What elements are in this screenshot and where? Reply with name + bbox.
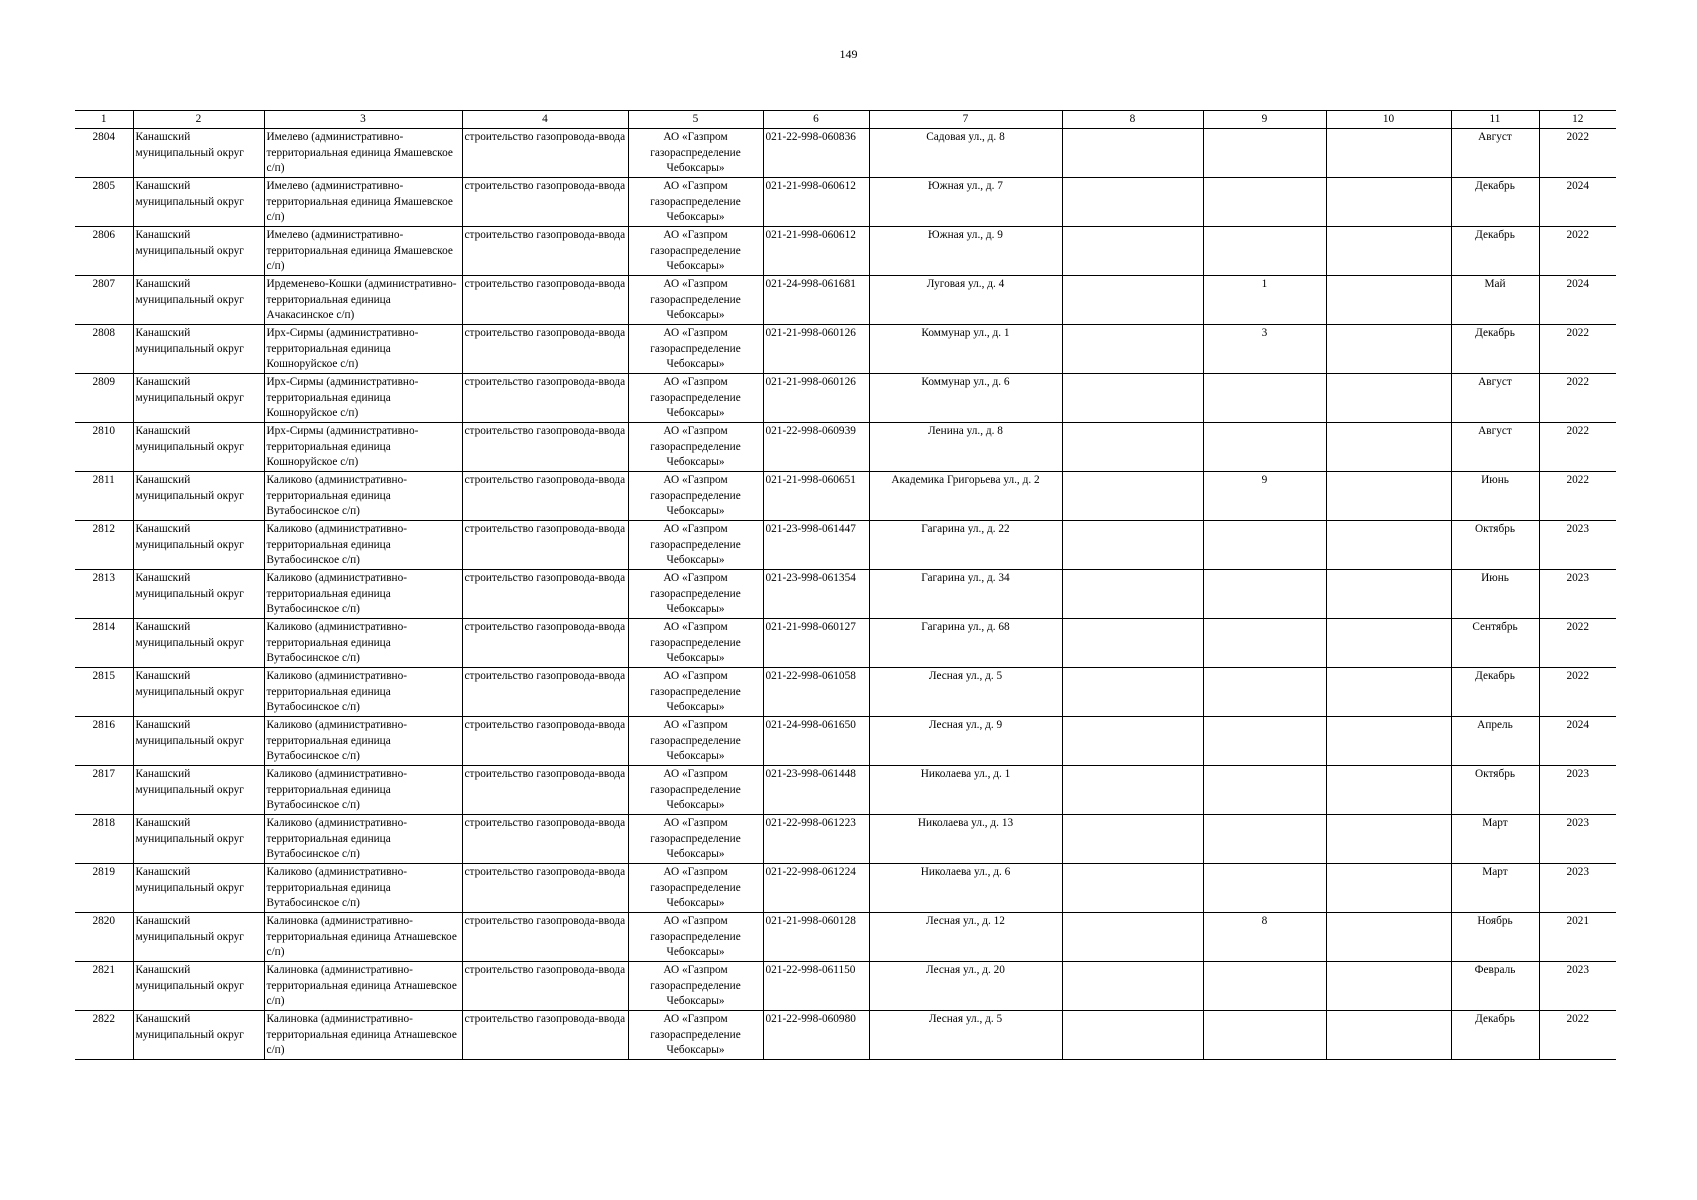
- row-number: 2808: [75, 325, 133, 374]
- object-code-cell: 021-23-998-061447: [763, 521, 869, 570]
- month-cell: Февраль: [1451, 962, 1539, 1011]
- table-row: [75, 717, 1616, 766]
- column-9-cell: [1203, 815, 1326, 864]
- locality-cell: Ирдеменево-Кошки (административно-территориальная единица Ачакасинское с/п): [264, 276, 462, 325]
- address-cell: Южная ул., д. 9: [869, 227, 1062, 276]
- month-cell: Сентябрь: [1451, 619, 1539, 668]
- work-type-cell: строительство газопровода-ввода: [462, 374, 628, 423]
- object-code-cell: 021-23-998-061448: [763, 766, 869, 815]
- month-cell: Июнь: [1451, 570, 1539, 619]
- column-10-cell: [1326, 913, 1451, 962]
- page-number: 149: [839, 47, 858, 61]
- table-row: [75, 766, 1616, 815]
- district-cell: Канашский муниципальный округ: [133, 668, 264, 717]
- table-row: [75, 864, 1616, 913]
- owner-cell: АО «Газпром газораспределение Чебоксары»: [628, 521, 763, 570]
- work-type-cell: строительство газопровода-ввода: [462, 766, 628, 815]
- object-code-cell: 021-22-998-061150: [763, 962, 869, 1011]
- owner-cell: АО «Газпром газораспределение Чебоксары»: [628, 129, 763, 178]
- column-8-cell: [1062, 619, 1203, 668]
- work-type-cell: строительство газопровода-ввода: [462, 913, 628, 962]
- column-9-cell: [1203, 570, 1326, 619]
- column-8-cell: [1062, 423, 1203, 472]
- column-9-cell: [1203, 129, 1326, 178]
- row-number: 2816: [75, 717, 133, 766]
- column-header-2: 2: [133, 111, 264, 129]
- year-cell: 2023: [1539, 570, 1616, 619]
- work-type-cell: строительство газопровода-ввода: [462, 227, 628, 276]
- month-cell: Март: [1451, 815, 1539, 864]
- district-cell: Канашский муниципальный округ: [133, 423, 264, 472]
- object-code-cell: 021-22-998-060980: [763, 1011, 869, 1060]
- row-number: 2811: [75, 472, 133, 521]
- column-8-cell: [1062, 668, 1203, 717]
- address-cell: Лесная ул., д. 20: [869, 962, 1062, 1011]
- address-cell: Южная ул., д. 7: [869, 178, 1062, 227]
- table-row: [75, 276, 1616, 325]
- district-cell: Канашский муниципальный округ: [133, 374, 264, 423]
- table-row: [75, 129, 1616, 178]
- row-number: 2804: [75, 129, 133, 178]
- column-8-cell: [1062, 178, 1203, 227]
- locality-cell: Калиновка (административно-территориальная единица Атнашевское с/п): [264, 1011, 462, 1060]
- object-code-cell: 021-22-998-060836: [763, 129, 869, 178]
- month-cell: Октябрь: [1451, 766, 1539, 815]
- column-10-cell: [1326, 374, 1451, 423]
- work-type-cell: строительство газопровода-ввода: [462, 619, 628, 668]
- district-cell: Канашский муниципальный округ: [133, 717, 264, 766]
- locality-cell: Каликово (административно-территориальная единица Вутабосинское с/п): [264, 570, 462, 619]
- column-9-cell: [1203, 962, 1326, 1011]
- column-header-4: 4: [462, 111, 628, 129]
- month-cell: Декабрь: [1451, 178, 1539, 227]
- column-10-cell: [1326, 766, 1451, 815]
- column-8-cell: [1062, 913, 1203, 962]
- table-row: [75, 472, 1616, 521]
- locality-cell: Имелево (административно-территориальная единица Ямашевское с/п): [264, 227, 462, 276]
- district-cell: Канашский муниципальный округ: [133, 276, 264, 325]
- column-header-9: 9: [1203, 111, 1326, 129]
- address-cell: Николаева ул., д. 6: [869, 864, 1062, 913]
- table-row: [75, 619, 1616, 668]
- locality-cell: Каликово (административно-территориальная единица Вутабосинское с/п): [264, 864, 462, 913]
- column-9-cell: [1203, 423, 1326, 472]
- owner-cell: АО «Газпром газораспределение Чебоксары»: [628, 423, 763, 472]
- owner-cell: АО «Газпром газораспределение Чебоксары»: [628, 178, 763, 227]
- owner-cell: АО «Газпром газораспределение Чебоксары»: [628, 276, 763, 325]
- owner-cell: АО «Газпром газораспределение Чебоксары»: [628, 1011, 763, 1060]
- owner-cell: АО «Газпром газораспределение Чебоксары»: [628, 227, 763, 276]
- row-number: 2812: [75, 521, 133, 570]
- column-8-cell: [1062, 766, 1203, 815]
- district-cell: Канашский муниципальный округ: [133, 570, 264, 619]
- address-cell: Гагарина ул., д. 68: [869, 619, 1062, 668]
- district-cell: Канашский муниципальный округ: [133, 521, 264, 570]
- work-type-cell: строительство газопровода-ввода: [462, 1011, 628, 1060]
- column-10-cell: [1326, 178, 1451, 227]
- work-type-cell: строительство газопровода-ввода: [462, 325, 628, 374]
- column-10-cell: [1326, 815, 1451, 864]
- column-8-cell: [1062, 276, 1203, 325]
- column-9-cell: [1203, 1011, 1326, 1060]
- column-9-cell: [1203, 619, 1326, 668]
- month-cell: Октябрь: [1451, 521, 1539, 570]
- object-code-cell: 021-23-998-061354: [763, 570, 869, 619]
- district-cell: Канашский муниципальный округ: [133, 129, 264, 178]
- year-cell: 2022: [1539, 472, 1616, 521]
- column-header-1: 1: [75, 111, 133, 129]
- row-number: 2821: [75, 962, 133, 1011]
- owner-cell: АО «Газпром газораспределение Чебоксары»: [628, 962, 763, 1011]
- year-cell: 2021: [1539, 913, 1616, 962]
- object-code-cell: 021-21-998-060651: [763, 472, 869, 521]
- object-code-cell: 021-22-998-061058: [763, 668, 869, 717]
- year-cell: 2024: [1539, 178, 1616, 227]
- year-cell: 2022: [1539, 668, 1616, 717]
- year-cell: 2022: [1539, 325, 1616, 374]
- column-10-cell: [1326, 423, 1451, 472]
- column-8-cell: [1062, 864, 1203, 913]
- column-8-cell: [1062, 521, 1203, 570]
- object-code-cell: 021-24-998-061650: [763, 717, 869, 766]
- work-type-cell: строительство газопровода-ввода: [462, 717, 628, 766]
- object-code-cell: 021-21-998-060612: [763, 178, 869, 227]
- registry-table: [75, 110, 1616, 1060]
- column-9-cell: [1203, 521, 1326, 570]
- column-10-cell: [1326, 276, 1451, 325]
- locality-cell: Ирх-Сирмы (административно-территориальная единица Кошноруйское с/п): [264, 374, 462, 423]
- month-cell: Март: [1451, 864, 1539, 913]
- column-10-cell: [1326, 521, 1451, 570]
- owner-cell: АО «Газпром газораспределение Чебоксары»: [628, 325, 763, 374]
- work-type-cell: строительство газопровода-ввода: [462, 864, 628, 913]
- locality-cell: Ирх-Сирмы (административно-территориальная единица Кошноруйское с/п): [264, 325, 462, 374]
- header-row: [75, 111, 1616, 129]
- address-cell: Лесная ул., д. 12: [869, 913, 1062, 962]
- locality-cell: Каликово (административно-территориальная единица Вутабосинское с/п): [264, 521, 462, 570]
- column-10-cell: [1326, 717, 1451, 766]
- table-row: [75, 1011, 1616, 1060]
- owner-cell: АО «Газпром газораспределение Чебоксары»: [628, 766, 763, 815]
- column-10-cell: [1326, 570, 1451, 619]
- column-header-8: 8: [1062, 111, 1203, 129]
- address-cell: Ленина ул., д. 8: [869, 423, 1062, 472]
- column-9-cell: [1203, 227, 1326, 276]
- locality-cell: Каликово (административно-территориальная единица Вутабосинское с/п): [264, 766, 462, 815]
- column-9-cell: [1203, 766, 1326, 815]
- district-cell: Канашский муниципальный округ: [133, 227, 264, 276]
- object-code-cell: 021-21-998-060126: [763, 374, 869, 423]
- district-cell: Канашский муниципальный округ: [133, 962, 264, 1011]
- locality-cell: Калиновка (административно-территориальная единица Атнашевское с/п): [264, 913, 462, 962]
- month-cell: Декабрь: [1451, 325, 1539, 374]
- year-cell: 2023: [1539, 962, 1616, 1011]
- table-body: [75, 129, 1616, 1060]
- month-cell: Декабрь: [1451, 1011, 1539, 1060]
- district-cell: Канашский муниципальный округ: [133, 815, 264, 864]
- table-row: [75, 374, 1616, 423]
- column-8-cell: [1062, 374, 1203, 423]
- month-cell: Июнь: [1451, 472, 1539, 521]
- locality-cell: Каликово (административно-территориальная единица Вутабосинское с/п): [264, 619, 462, 668]
- row-number: 2817: [75, 766, 133, 815]
- column-header-10: 10: [1326, 111, 1451, 129]
- work-type-cell: строительство газопровода-ввода: [462, 521, 628, 570]
- column-header-12: 12: [1539, 111, 1616, 129]
- month-cell: Декабрь: [1451, 227, 1539, 276]
- address-cell: Лесная ул., д. 5: [869, 668, 1062, 717]
- column-8-cell: [1062, 962, 1203, 1011]
- column-9-cell: 8: [1203, 913, 1326, 962]
- table-row: [75, 815, 1616, 864]
- table-row: [75, 913, 1616, 962]
- work-type-cell: строительство газопровода-ввода: [462, 129, 628, 178]
- locality-cell: Имелево (административно-территориальная единица Ямашевское с/п): [264, 178, 462, 227]
- row-number: 2809: [75, 374, 133, 423]
- address-cell: Академика Григорьева ул., д. 2: [869, 472, 1062, 521]
- table-row: [75, 668, 1616, 717]
- year-cell: 2023: [1539, 815, 1616, 864]
- row-number: 2822: [75, 1011, 133, 1060]
- column-9-cell: [1203, 864, 1326, 913]
- column-10-cell: [1326, 129, 1451, 178]
- column-8-cell: [1062, 472, 1203, 521]
- owner-cell: АО «Газпром газораспределение Чебоксары»: [628, 913, 763, 962]
- district-cell: Канашский муниципальный округ: [133, 619, 264, 668]
- row-number: 2813: [75, 570, 133, 619]
- column-header-11: 11: [1451, 111, 1539, 129]
- owner-cell: АО «Газпром газораспределение Чебоксары»: [628, 570, 763, 619]
- district-cell: Канашский муниципальный округ: [133, 766, 264, 815]
- locality-cell: Каликово (административно-территориальная единица Вутабосинское с/п): [264, 472, 462, 521]
- district-cell: Канашский муниципальный округ: [133, 325, 264, 374]
- work-type-cell: строительство газопровода-ввода: [462, 962, 628, 1011]
- row-number: 2820: [75, 913, 133, 962]
- work-type-cell: строительство газопровода-ввода: [462, 423, 628, 472]
- address-cell: Гагарина ул., д. 34: [869, 570, 1062, 619]
- column-9-cell: 9: [1203, 472, 1326, 521]
- column-10-cell: [1326, 325, 1451, 374]
- month-cell: Декабрь: [1451, 668, 1539, 717]
- year-cell: 2022: [1539, 374, 1616, 423]
- column-10-cell: [1326, 619, 1451, 668]
- table-row: [75, 423, 1616, 472]
- table-row: [75, 962, 1616, 1011]
- locality-cell: Имелево (административно-территориальная единица Ямашевское с/п): [264, 129, 462, 178]
- table-row: [75, 521, 1616, 570]
- column-9-cell: [1203, 374, 1326, 423]
- column-10-cell: [1326, 227, 1451, 276]
- locality-cell: Калиновка (административно-территориальная единица Атнашевское с/п): [264, 962, 462, 1011]
- address-cell: Николаева ул., д. 13: [869, 815, 1062, 864]
- row-number: 2814: [75, 619, 133, 668]
- column-header-7: 7: [869, 111, 1062, 129]
- object-code-cell: 021-21-998-060127: [763, 619, 869, 668]
- address-cell: Луговая ул., д. 4: [869, 276, 1062, 325]
- locality-cell: Ирх-Сирмы (административно-территориальная единица Кошноруйское с/п): [264, 423, 462, 472]
- address-cell: Лесная ул., д. 5: [869, 1011, 1062, 1060]
- object-code-cell: 021-21-998-060128: [763, 913, 869, 962]
- work-type-cell: строительство газопровода-ввода: [462, 276, 628, 325]
- district-cell: Канашский муниципальный округ: [133, 864, 264, 913]
- column-8-cell: [1062, 717, 1203, 766]
- row-number: 2818: [75, 815, 133, 864]
- locality-cell: Каликово (административно-территориальная единица Вутабосинское с/п): [264, 717, 462, 766]
- year-cell: 2022: [1539, 1011, 1616, 1060]
- address-cell: Гагарина ул., д. 22: [869, 521, 1062, 570]
- row-number: 2807: [75, 276, 133, 325]
- object-code-cell: 021-22-998-060939: [763, 423, 869, 472]
- locality-cell: Каликово (административно-территориальная единица Вутабосинское с/п): [264, 815, 462, 864]
- column-9-cell: 3: [1203, 325, 1326, 374]
- month-cell: Август: [1451, 423, 1539, 472]
- year-cell: 2024: [1539, 717, 1616, 766]
- owner-cell: АО «Газпром газораспределение Чебоксары»: [628, 668, 763, 717]
- year-cell: 2022: [1539, 619, 1616, 668]
- address-cell: Николаева ул., д. 1: [869, 766, 1062, 815]
- owner-cell: АО «Газпром газораспределение Чебоксары»: [628, 815, 763, 864]
- work-type-cell: строительство газопровода-ввода: [462, 570, 628, 619]
- row-number: 2819: [75, 864, 133, 913]
- work-type-cell: строительство газопровода-ввода: [462, 815, 628, 864]
- object-code-cell: 021-22-998-061223: [763, 815, 869, 864]
- table-row: [75, 325, 1616, 374]
- owner-cell: АО «Газпром газораспределение Чебоксары»: [628, 717, 763, 766]
- month-cell: Ноябрь: [1451, 913, 1539, 962]
- column-header-3: 3: [264, 111, 462, 129]
- year-cell: 2022: [1539, 227, 1616, 276]
- column-10-cell: [1326, 962, 1451, 1011]
- table-row: [75, 178, 1616, 227]
- owner-cell: АО «Газпром газораспределение Чебоксары»: [628, 374, 763, 423]
- address-cell: Коммунар ул., д. 6: [869, 374, 1062, 423]
- district-cell: Канашский муниципальный округ: [133, 1011, 264, 1060]
- object-code-cell: 021-21-998-060126: [763, 325, 869, 374]
- table-row: [75, 570, 1616, 619]
- year-cell: 2023: [1539, 521, 1616, 570]
- row-number: 2805: [75, 178, 133, 227]
- column-9-cell: [1203, 717, 1326, 766]
- locality-cell: Каликово (административно-территориальная единица Вутабосинское с/п): [264, 668, 462, 717]
- column-8-cell: [1062, 325, 1203, 374]
- column-10-cell: [1326, 668, 1451, 717]
- table-row: [75, 227, 1616, 276]
- row-number: 2810: [75, 423, 133, 472]
- month-cell: Август: [1451, 129, 1539, 178]
- object-code-cell: 021-24-998-061681: [763, 276, 869, 325]
- column-8-cell: [1062, 227, 1203, 276]
- month-cell: Май: [1451, 276, 1539, 325]
- year-cell: 2022: [1539, 423, 1616, 472]
- column-header-5: 5: [628, 111, 763, 129]
- year-cell: 2022: [1539, 129, 1616, 178]
- column-10-cell: [1326, 472, 1451, 521]
- column-8-cell: [1062, 129, 1203, 178]
- district-cell: Канашский муниципальный округ: [133, 178, 264, 227]
- month-cell: Апрель: [1451, 717, 1539, 766]
- owner-cell: АО «Газпром газораспределение Чебоксары»: [628, 472, 763, 521]
- year-cell: 2024: [1539, 276, 1616, 325]
- row-number: 2815: [75, 668, 133, 717]
- column-10-cell: [1326, 1011, 1451, 1060]
- column-9-cell: [1203, 668, 1326, 717]
- column-8-cell: [1062, 1011, 1203, 1060]
- district-cell: Канашский муниципальный округ: [133, 913, 264, 962]
- year-cell: 2023: [1539, 766, 1616, 815]
- column-9-cell: [1203, 178, 1326, 227]
- month-cell: Август: [1451, 374, 1539, 423]
- district-cell: Канашский муниципальный округ: [133, 472, 264, 521]
- column-8-cell: [1062, 570, 1203, 619]
- address-cell: Лесная ул., д. 9: [869, 717, 1062, 766]
- column-10-cell: [1326, 864, 1451, 913]
- work-type-cell: строительство газопровода-ввода: [462, 178, 628, 227]
- column-8-cell: [1062, 815, 1203, 864]
- column-header-6: 6: [763, 111, 869, 129]
- work-type-cell: строительство газопровода-ввода: [462, 668, 628, 717]
- year-cell: 2023: [1539, 864, 1616, 913]
- owner-cell: АО «Газпром газораспределение Чебоксары»: [628, 864, 763, 913]
- owner-cell: АО «Газпром газораспределение Чебоксары»: [628, 619, 763, 668]
- object-code-cell: 021-21-998-060612: [763, 227, 869, 276]
- row-number: 2806: [75, 227, 133, 276]
- column-9-cell: 1: [1203, 276, 1326, 325]
- work-type-cell: строительство газопровода-ввода: [462, 472, 628, 521]
- address-cell: Садовая ул., д. 8: [869, 129, 1062, 178]
- object-code-cell: 021-22-998-061224: [763, 864, 869, 913]
- address-cell: Коммунар ул., д. 1: [869, 325, 1062, 374]
